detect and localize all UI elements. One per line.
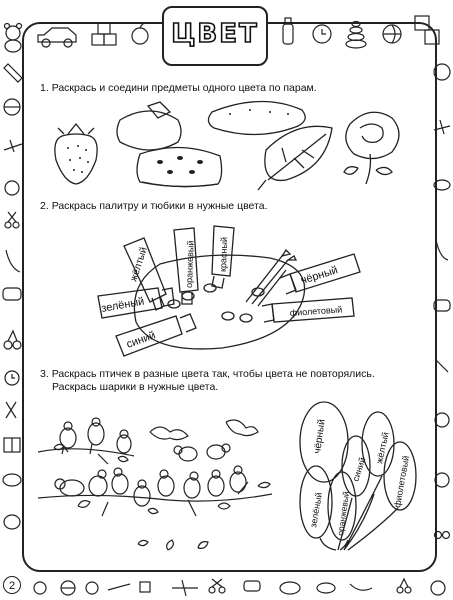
bottle-icon-bottom [244, 581, 260, 591]
task-2-text: Раскрась палитру и тюбики в нужные цвета. [51, 200, 268, 212]
page-title: ЦВЕТ [171, 19, 259, 49]
tube-label-blue: синий [124, 329, 158, 351]
watch-icon-left [5, 371, 19, 385]
bird [158, 470, 174, 496]
task-3-text-2: Раскрась шарики в нужные цвета. [52, 381, 219, 393]
watch-icon-bottom [86, 582, 98, 594]
bird [112, 468, 128, 494]
frog-icon-bottom [280, 582, 300, 594]
bird-flying [150, 427, 188, 440]
lemon-picture [117, 102, 181, 150]
tube-red [212, 226, 234, 288]
bird [55, 479, 84, 496]
pencil-icon [4, 64, 22, 82]
bird [117, 430, 131, 453]
bird [89, 470, 107, 496]
banana-icon [6, 250, 20, 272]
task-1-instruction [40, 82, 430, 95]
task-2-instruction [40, 200, 430, 213]
balloon-label-black: чёрный [312, 418, 328, 455]
task-1-number: 1. [40, 82, 49, 94]
balloons-scene [290, 390, 430, 565]
ball-icon-bottom [61, 581, 75, 595]
task-1-text: Раскрась и соедини предметы одного цвета по парам. [51, 82, 317, 94]
rose-picture [344, 112, 399, 184]
tube-label-yellow: жёлтый [128, 245, 150, 283]
task-3-text: Раскрась птичек в разные цвета так, чтобы цвета не повторялись. [51, 368, 375, 380]
pencil-icon-bottom [108, 584, 130, 590]
balloon-green [300, 466, 332, 538]
banana-icon-bottom [350, 584, 372, 590]
apple-icon-bottom [34, 582, 46, 594]
balloon-label-orange: оранжевый [335, 490, 352, 537]
ball-icon-bottom-right [431, 581, 445, 595]
bird [184, 472, 200, 498]
scissors-icon-bottom [209, 579, 225, 593]
tube-label-black: чёрный [299, 264, 340, 287]
balloon-purple [384, 442, 416, 510]
bird [134, 480, 150, 506]
tube-label-red: красный [218, 236, 230, 273]
bird [207, 444, 230, 459]
watch-icon-right [435, 413, 449, 427]
balloon-label-blue: синий [350, 456, 368, 483]
tube-purple [262, 298, 354, 322]
cherry-icon [4, 331, 21, 349]
birds-scene [38, 410, 278, 560]
palette-scene [96, 220, 376, 365]
strawberry-picture [55, 124, 97, 184]
scissors-icon-2 [6, 402, 16, 418]
bird [174, 446, 197, 461]
tube-label-green: зелёный [100, 295, 146, 315]
airplane-icon [4, 140, 22, 152]
frog-icon [4, 515, 20, 529]
cherry-icon-bottom [397, 579, 411, 593]
blocks-icon-bottom [140, 582, 150, 592]
task-2-number: 2. [40, 200, 49, 212]
bird [88, 418, 104, 454]
branch-top [38, 444, 134, 464]
page-number: 2 [3, 576, 21, 594]
pencil-icon-right [436, 360, 448, 372]
tube-blue [116, 314, 196, 356]
bird-flying [226, 420, 258, 436]
lemon-icon [3, 474, 21, 486]
scissors-icon [5, 212, 19, 228]
gift-icon [4, 438, 20, 452]
balloon-yellow [362, 412, 394, 476]
bird [208, 470, 224, 496]
balloon-label-green: зелёный [308, 491, 325, 529]
balloon-label-yellow: жёлтый [374, 431, 391, 465]
tube-label-orange: оранжевый [184, 240, 196, 289]
tube-label-purple: фиолетовый [289, 304, 343, 318]
teddy-bear-icon [5, 24, 22, 53]
lemon-icon-bottom [317, 583, 335, 593]
apple-icon-right [435, 473, 449, 487]
airplane-icon-bottom [172, 580, 198, 596]
title-box [162, 6, 268, 66]
watermelon-picture [137, 147, 222, 186]
car-icon-left [3, 288, 21, 300]
cucumber-picture [208, 101, 305, 134]
balloon-label-purple: фиолетовый [392, 454, 412, 509]
ball-icon-left [4, 99, 20, 115]
leaf-picture [258, 126, 332, 190]
task-1-pictures [40, 98, 420, 198]
banana-icon-right [436, 240, 448, 260]
task-3-number: 3. [40, 368, 49, 380]
apple-icon-left [5, 181, 19, 195]
